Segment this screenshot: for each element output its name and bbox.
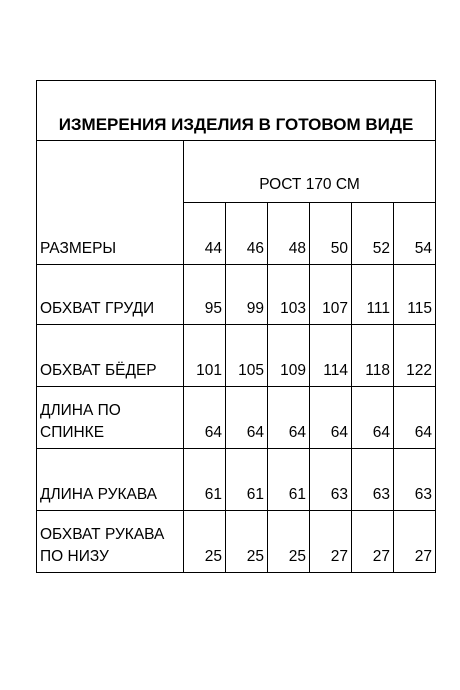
cell-value: 64 xyxy=(184,387,226,449)
cell-value: 64 xyxy=(394,387,436,449)
growth-row xyxy=(37,141,436,203)
row-label xyxy=(37,449,184,511)
row-label xyxy=(37,325,184,387)
cell-value: 63 xyxy=(394,449,436,511)
measurements-table xyxy=(36,80,436,573)
table-row xyxy=(37,511,436,573)
row-label-line: ДЛИНА ПО xyxy=(40,402,121,419)
cell-value: 118 xyxy=(352,325,394,387)
row-label-line: РАЗМЕРЫ xyxy=(40,240,117,257)
cell-value: 101 xyxy=(184,325,226,387)
cell-value: 64 xyxy=(352,387,394,449)
cell-value: 61 xyxy=(184,449,226,511)
table-row xyxy=(37,325,436,387)
row-label-line: СПИНКЕ xyxy=(40,424,105,441)
table-row xyxy=(37,387,436,449)
cell-value: 99 xyxy=(226,265,268,325)
cell-value: 109 xyxy=(268,325,310,387)
cell-value: 111 xyxy=(352,265,394,325)
cell-value: 44 xyxy=(184,203,226,265)
cell-value: 122 xyxy=(394,325,436,387)
cell-value: 52 xyxy=(352,203,394,265)
cell-value: 27 xyxy=(310,511,352,573)
cell-value: 61 xyxy=(226,449,268,511)
cell-value: 103 xyxy=(268,265,310,325)
row-label xyxy=(37,511,184,573)
cell-value: 63 xyxy=(310,449,352,511)
cell-value: 48 xyxy=(268,203,310,265)
cell-value: 27 xyxy=(394,511,436,573)
cell-value: 25 xyxy=(268,511,310,573)
cell-value: 63 xyxy=(352,449,394,511)
table-title: ИЗМЕРЕНИЯ ИЗДЕЛИЯ В ГОТОВОМ ВИДЕ xyxy=(37,81,436,141)
cell-value: 115 xyxy=(394,265,436,325)
title-row xyxy=(37,81,436,141)
row-label xyxy=(37,141,184,265)
cell-value: 25 xyxy=(184,511,226,573)
cell-value: 64 xyxy=(268,387,310,449)
cell-value: 107 xyxy=(310,265,352,325)
cell-value: 95 xyxy=(184,265,226,325)
row-label xyxy=(37,387,184,449)
table-row xyxy=(37,265,436,325)
row-label-line: ДЛИНА РУКАВА xyxy=(40,486,158,503)
cell-value: 50 xyxy=(310,203,352,265)
cell-value: 27 xyxy=(352,511,394,573)
cell-value: 54 xyxy=(394,203,436,265)
row-label xyxy=(37,265,184,325)
row-label-line: ОБХВАТ РУКАВА xyxy=(40,526,165,543)
cell-value: 64 xyxy=(310,387,352,449)
cell-value: 114 xyxy=(310,325,352,387)
cell-value: 105 xyxy=(226,325,268,387)
cell-value: 46 xyxy=(226,203,268,265)
cell-value: 25 xyxy=(226,511,268,573)
cell-value: 61 xyxy=(268,449,310,511)
table-row xyxy=(37,449,436,511)
row-label-line: ОБХВАТ ГРУДИ xyxy=(40,300,155,317)
row-label-line: ОБХВАТ БЁДЕР xyxy=(40,362,157,379)
cell-value: 64 xyxy=(226,387,268,449)
row-label-line: ПО НИЗУ xyxy=(40,548,109,565)
growth-header: РОСТ 170 СМ xyxy=(184,141,436,203)
